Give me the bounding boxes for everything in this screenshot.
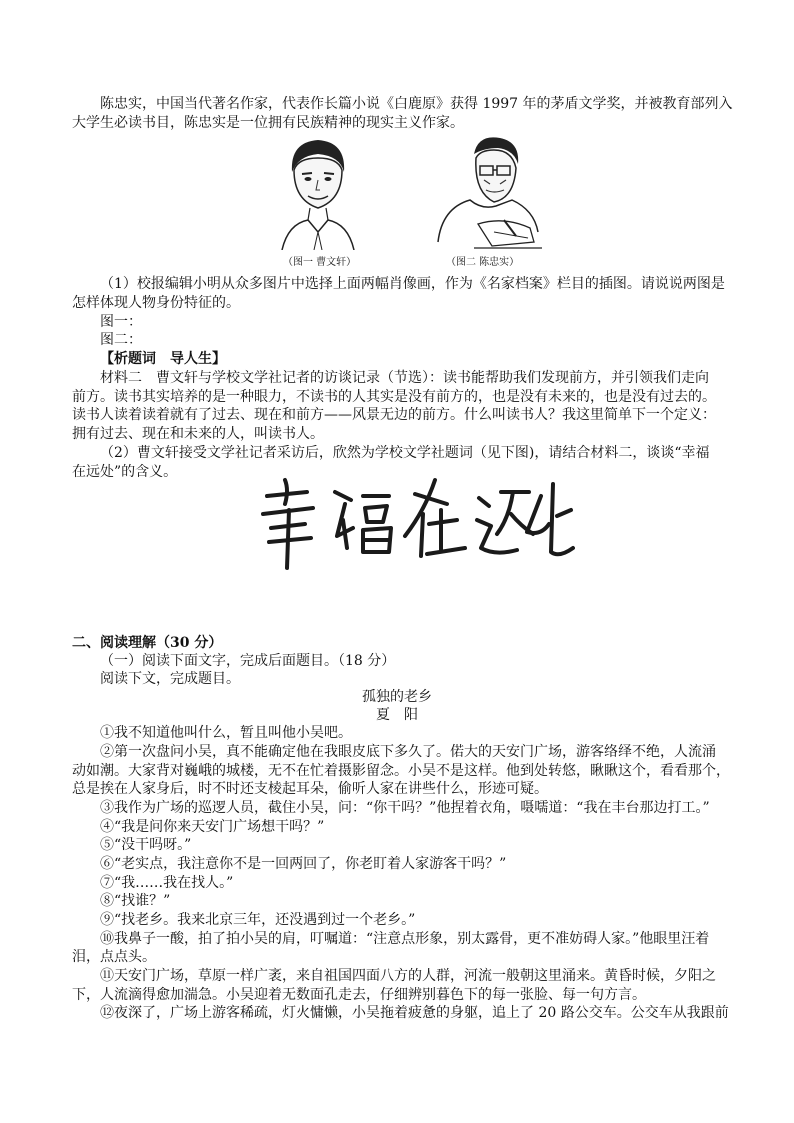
- part2-subheading: （一）阅读下面文字，完成后面题目。（18 分）: [100, 653, 396, 669]
- material2-line-1: 材料二 曹文轩与学校文学社记者的访谈记录（节选）：读书能帮助我们发现前方，并引领我们走向: [100, 370, 709, 386]
- intro-line-1: 陈忠实，中国当代著名作家，代表作长篇小说《白鹿原》获得 1997 年的茅盾文学奖，并被教育部列入: [100, 96, 733, 112]
- story-para-6: ⑥“老实点，我注意你不是一回两回了，你老盯着人家游客干吗？”: [100, 856, 507, 872]
- section-title: 【析题词 导人生】: [100, 351, 226, 367]
- story-para-11-line-2: 下，人流滴得愈加湍急。小吴迎着无数面孔走去，仔细辨别暮色下的每一张脸、每一句方言。: [72, 987, 646, 1003]
- story-para-10-line-2: 泪，点点头。: [72, 949, 156, 965]
- story-para-5: ⑤“没干吗呀。”: [100, 837, 192, 853]
- q1-line-1: （1）校报编辑小明从众多图片中选择上面两幅肖像画，作为《名家档案》栏目的插图。请说说两图是: [100, 276, 725, 292]
- story-para-3: ③我作为广场的巡逻人员，截住小吴，问：“你干吗？”他捏着衣角，嗫嚅道：“我在丰台那边打工。”: [100, 800, 710, 816]
- story-para-10-line-1: ⑩我鼻子一酸，拍了拍小吴的肩，叮嘱道：“注意点形象，别太露骨，更不准妨碍人家。”他眼里汪着: [100, 931, 710, 947]
- portrait-chen-zhongshi-image: [434, 132, 546, 252]
- portrait-cao-wenxuan-image: [278, 132, 358, 250]
- q1-answer-1: 图一：: [100, 314, 142, 330]
- figure-2-caption: （图二 陈忠实）: [446, 257, 520, 268]
- q1-line-2: 怎样体现人物身份特征的。: [72, 295, 240, 311]
- q2-line-1: （2）曹文轩接受文学社记者采访后，欣然为学校文学社题词（见下图)，请结合材料二，谈谈“幸福: [100, 445, 710, 461]
- q1-answer-2: 图二：: [100, 332, 142, 348]
- calligraphy-inscription-image: [255, 470, 575, 580]
- part2-instruction: 阅读下文，完成题目。: [100, 671, 240, 687]
- material2-line-3: 读书人读着读着就有了过去、现在和前方——风景无边的前方。什么叫读书人？我这里简单下一个定义：: [72, 407, 716, 423]
- story-para-2-line-2: 动如潮。大家背对巍峨的城楼，无不在忙着摄影留念。小吴不是这样。他到处转悠，瞅瞅这个，看看那个，: [72, 763, 730, 779]
- story-para-8: ⑧“找谁？”: [100, 893, 171, 909]
- part2-heading: 二、阅读理解（30 分）: [72, 635, 223, 651]
- story-para-1: ①我不知道他叫什么，暂且叫他小吴吧。: [100, 725, 352, 741]
- intro-line-2: 大学生必读书目，陈忠实是一位拥有民族精神的现实主义作家。: [72, 115, 464, 131]
- story-title: 孤独的老乡: [362, 689, 432, 705]
- story-para-12: ⑫夜深了，广场上游客稀疏，灯火慵懒，小吴拖着疲惫的身躯，追上了 20 路公交车。公交车从我跟前: [100, 1005, 729, 1021]
- story-para-2-line-1: ②第一次盘问小吴，真不能确定他在我眼皮底下多久了。偌大的天安门广场，游客络绎不绝，人流涌: [100, 744, 716, 760]
- story-para-11-line-1: ⑪天安门广场，草原一样广袤，来自祖国四面八方的人群，河流一般朝这里涌来。黄昏时候，夕阳之: [100, 968, 716, 984]
- figure-1-caption: （图一 曹文轩）: [283, 257, 357, 268]
- story-para-9: ⑨“找老乡。我来北京三年，还没遇到过一个老乡。”: [100, 912, 416, 928]
- q2-line-2: 在远处”的含义。: [72, 464, 178, 480]
- story-author: 夏 阳: [376, 707, 418, 723]
- material2-line-2: 前方。读书其实培养的是一种眼力，不读书的人其实是没有前方的，也是没有未来的，也是没有过去的。: [72, 389, 716, 405]
- story-para-2-line-3: 总是挨在人家身后，时不时还支棱起耳朵，偷听人家在讲些什么，形迹可疑。: [72, 781, 548, 797]
- story-para-7: ⑦“我……我在找人。”: [100, 875, 234, 891]
- material2-line-4: 拥有过去、现在和未来的人，叫读书人。: [72, 426, 324, 442]
- story-para-4: ④“我是问你来天安门广场想干吗？”: [100, 819, 325, 835]
